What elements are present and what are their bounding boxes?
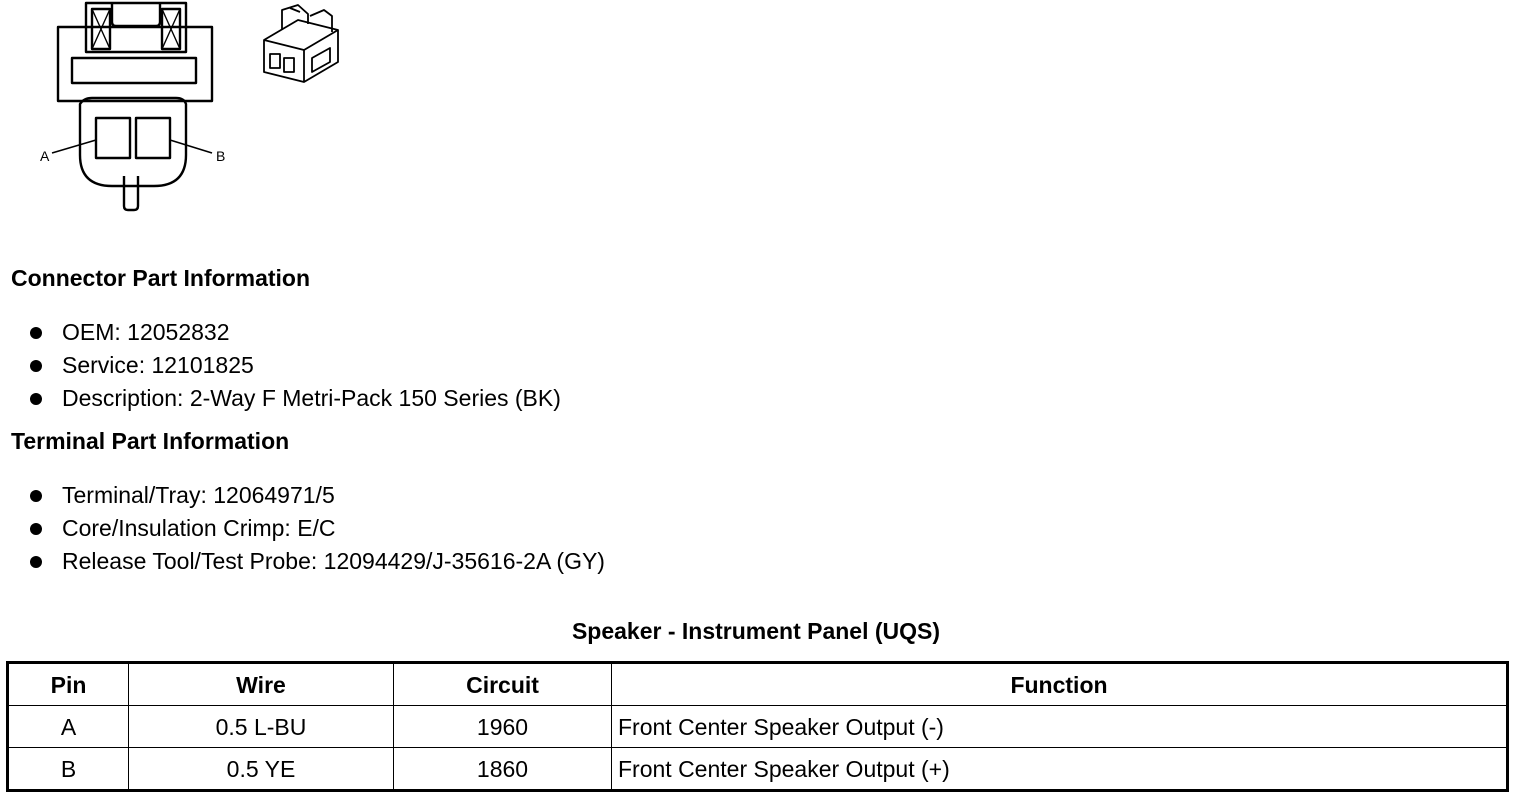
- bullet-icon: [30, 393, 42, 405]
- pin-label-a: A: [40, 148, 50, 164]
- bullet-icon: [30, 327, 42, 339]
- table-row: [8, 706, 1508, 748]
- terminal-info-release-tool: Release Tool/Test Probe: 12094429/J-35616-2A (GY): [62, 548, 605, 574]
- bullet-icon: [30, 490, 42, 502]
- terminal-info-tray: Terminal/Tray: 12064971/5: [62, 482, 335, 508]
- bullet-icon: [30, 360, 42, 372]
- bullet-icon: [30, 523, 42, 535]
- table-header-row: [8, 663, 1508, 706]
- bullet-icon: [30, 556, 42, 568]
- connector-info-description: Description: 2-Way F Metri-Pack 150 Series (BK): [62, 385, 561, 411]
- cell-wire: 0.5 YE: [129, 748, 394, 791]
- connector-info-heading: Connector Part Information: [11, 265, 311, 291]
- cell-wire: 0.5 L-BU: [129, 706, 394, 748]
- pinout-table-title: Speaker - Instrument Panel (UQS): [571, 618, 941, 644]
- connector-info-oem: OEM: 12052832: [62, 319, 230, 345]
- terminal-info-crimp: Core/Insulation Crimp: E/C: [62, 515, 336, 541]
- table-row: [8, 748, 1508, 791]
- cell-function: Front Center Speaker Output (-): [612, 706, 1508, 748]
- connector-diagram: [0, 0, 360, 220]
- cell-pin: A: [8, 706, 129, 748]
- connector-isometric-view: [264, 5, 338, 82]
- terminal-info-heading: Terminal Part Information: [11, 428, 290, 454]
- pin-label-b: B: [216, 148, 226, 164]
- cell-circuit: 1860: [394, 748, 612, 791]
- header-pin: Pin: [8, 663, 129, 706]
- connector-face-view: [52, 3, 212, 210]
- header-function: Function: [612, 663, 1508, 706]
- cell-pin: B: [8, 748, 129, 791]
- cell-circuit: 1960: [394, 706, 612, 748]
- header-wire: Wire: [129, 663, 394, 706]
- cell-function: Front Center Speaker Output (+): [612, 748, 1508, 791]
- header-circuit: Circuit: [394, 663, 612, 706]
- pinout-table: [6, 661, 1509, 792]
- connector-info-service: Service: 12101825: [62, 352, 254, 378]
